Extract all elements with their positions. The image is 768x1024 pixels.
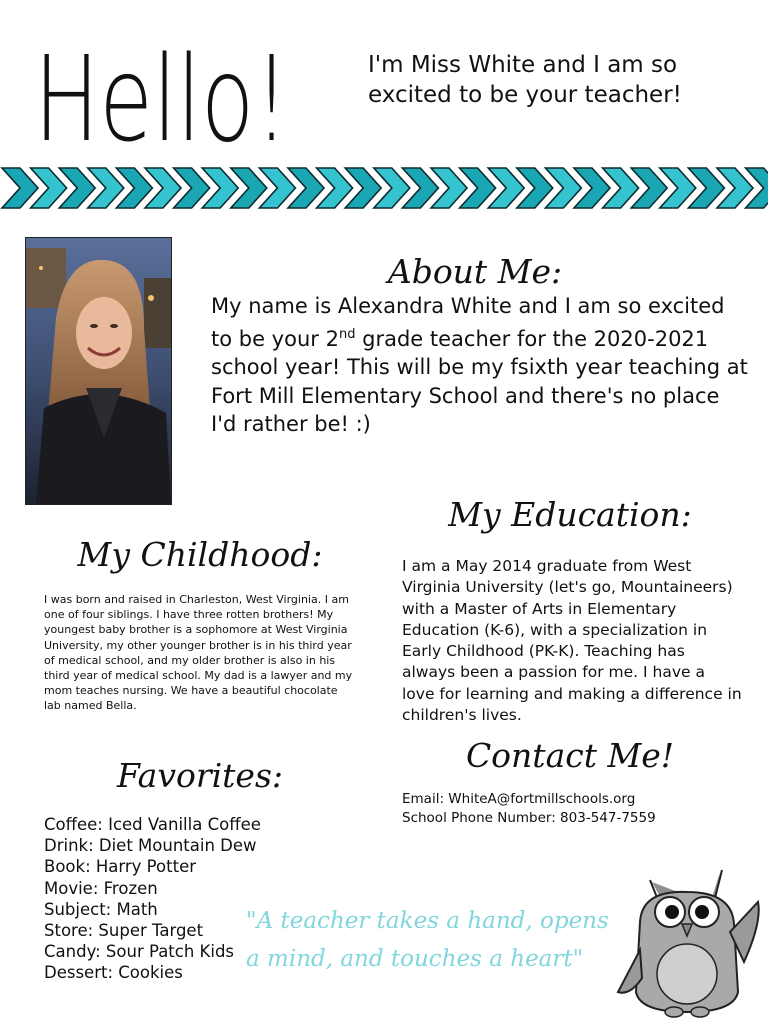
childhood-text: I was born and raised in Charleston, West Virginia. I am one of four siblings. I have three rotten brothers! My youngest baby brother is a sophomore at West Virginia University, my other younger brother is in his third year of medical school, and my older brother is also in his third year of medical school. My dad is a lawyer and my mom teaches nursing. We have a beautiful chocolate lab named Bella. <box>44 593 353 713</box>
favorite-item: Coffee: Iced Vanilla Coffee <box>44 815 261 834</box>
favorite-item: Candy: Sour Patch Kids <box>44 942 235 962</box>
favorite-item: Movie: Frozen <box>44 878 158 898</box>
about-text: My name is Alexandra White and I am so excited to be your 2nd grade teacher for the 2020-2021 school year! This will be my fsixth year teaching at Fort Mill Elementary School and there's no place I'd rather be! :) <box>211 294 748 436</box>
contact-info <box>402 790 742 828</box>
about-title: About Me: <box>387 252 563 291</box>
chevron-shape <box>2 168 38 208</box>
teacher-photo <box>25 237 172 505</box>
favorite-item: Book: Harry Potter <box>44 857 197 877</box>
favorite-item: Dessert: Cookies <box>44 963 183 983</box>
contact-phone[interactable]: School Phone Number: 803-547-7559 <box>402 810 656 826</box>
favorite-item: Subject: Math <box>44 899 158 919</box>
svg-text:Hello!: Hello! <box>34 30 289 168</box>
contact-title: Contact Me! <box>465 736 675 775</box>
favorites-title: Favorites: <box>116 756 283 795</box>
childhood-title: My Childhood: <box>77 535 323 574</box>
favorite-item: Store: Super Target <box>44 921 204 941</box>
hello-title <box>34 28 334 168</box>
contact-email[interactable]: Email: WhiteA@fortmillschools.org <box>402 791 636 807</box>
owl-icon <box>612 862 762 1020</box>
intro-text: I'm Miss White and I am so excited to be your teacher! <box>368 52 682 108</box>
chevron-banner <box>0 164 768 212</box>
favorite-item: Drink: Diet Mountain Dew <box>44 836 257 856</box>
education-title: My Education: <box>448 495 692 534</box>
education-text: I am a May 2014 graduate from West Virginia University (let's go, Mountaineers) with a Master of Arts in Elementary Education (K-6), with a specialization in Early Childhood (PK-K). Teaching has always been a passion for me. I have a love for learning and making a difference in children's lives. <box>402 557 742 725</box>
teacher-quote: "A teacher takes a hand, opens a mind, and touches a heart" <box>246 908 609 972</box>
